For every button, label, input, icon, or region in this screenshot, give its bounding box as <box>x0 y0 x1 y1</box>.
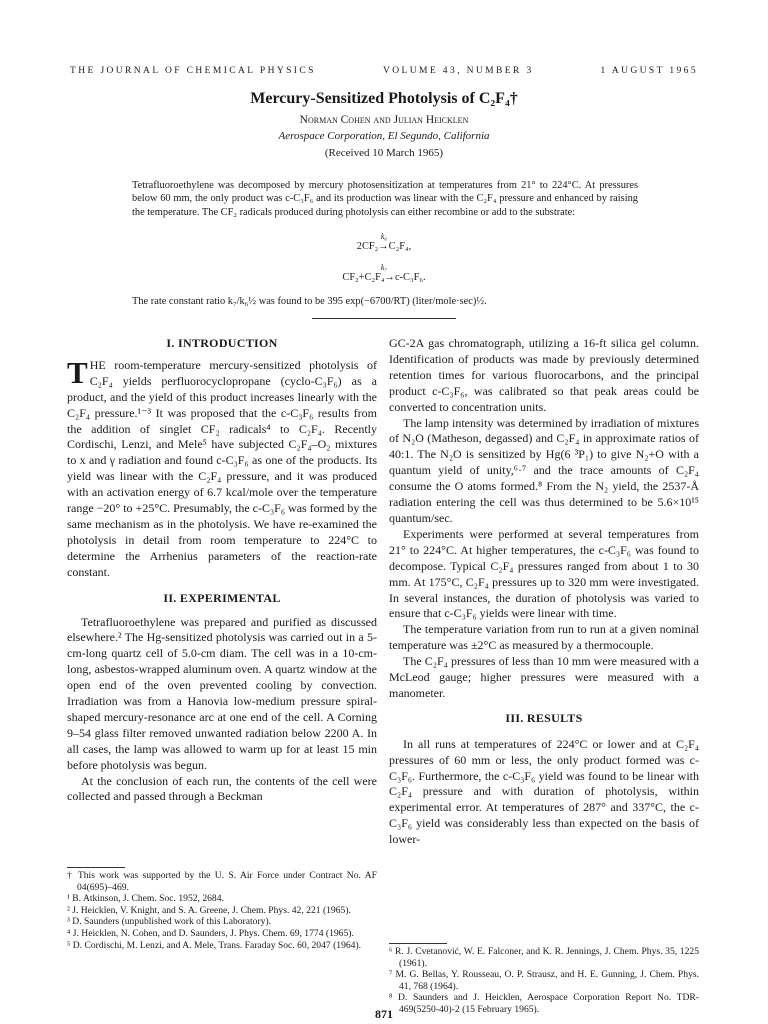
abstract-conclusion: The rate constant ratio k₇/k₆½ was found to be 395 exp(−6700/RT) (liter/mole·sec)½. <box>132 296 487 307</box>
equation-recombination: 2CF₂→C₂F₄, <box>356 241 412 252</box>
article-title: Mercury-Sensitized Photolysis of C₂F₄† <box>250 90 518 107</box>
footnote: ⁸ D. Saunders and J. Heicklen, Aerospace Corporation Report No. TDR-469(5250-40)-2 (15 February 1965). <box>389 992 699 1015</box>
experimental-paragraph-4: The lamp intensity was determined by irradiation of mixtures of N₂O (Matheson, degassed) and C₂F₄ in approximate ratios of 40:1. The N₂O is sensitized by Hg(6 ³P₁) to give N₂+O with a quantum yield of unity,⁶·⁷ and the trace amounts of C₂F₄ consume the O atoms formed.⁸ From the N₂ yield, the 2537-Å radiation entering the cell was thus determined to be 5.6×10¹⁵ quantum/sec. <box>389 415 699 525</box>
section-heading-introduction: I. INTRODUCTION <box>166 336 278 350</box>
footnote: ⁷ M. G. Bellas, Y. Rousseau, O. P. Strausz, and H. E. Gunning, J. Chem. Phys. 41, 768 (1964). <box>389 969 699 992</box>
footnotes-left <box>67 870 377 951</box>
footnote: ² J. Heicklen, V. Knight, and S. A. Greene, J. Chem. Phys. 42, 221 (1965). <box>67 904 351 916</box>
footnote-rule-right <box>389 943 447 944</box>
footnote: ¹ B. Atkinson, J. Chem. Soc. 1952, 2684. <box>67 893 224 905</box>
running-head <box>70 66 698 80</box>
volume-number: VOLUME 43, NUMBER 3 <box>383 66 534 76</box>
intro-text: HE room-temperature mercury-sensitized photolysis of C₂F₄ yields perfluorocyclopropane (cyclo-C₃F₆) as a product, and the yield of this product increases linearly with the C₂F₄ pressure.¹⁻³ It was proposed that the c-C₃F₆ results from the addition of singlet CF₂ radicals⁴ to C₂F₄. Recently Cordischi, Lenzi, and Mele⁵ have subjected C₂F₄–O₂ mixtures to x and γ radiation and found c-C₃F₆ as one of the products. Its yield was linear with the C₂F₄ pressure, and it was produced with an activation energy of 6.7 kcal/mole over the temperature range −20° to +25°C. Presumably, the c-C₃F₆ was formed by the same mechanism as in the photolysis. We have re-examined the photolysis in detail from room temperature to 224°C to determine the Arrhenius parameters of the reaction-rate constant. <box>67 357 378 579</box>
footnote: ⁴ J. Heicklen, N. Cohen, and D. Saunders, J. Phys. Chem. 69, 1774 (1965). <box>67 927 354 939</box>
experimental-paragraph-5: Experiments were performed at several temperatures from 21° to 224°C. At higher temperatures, the c-C₃F₆ was found to decompose. Typical C₂F₄ pressures ranged from about 1 to 30 mm. At 175°C, C₂F₄ pressures up to 320 mm were investigated. In several instances, the duration of photolysis was varied to ensure that c-C₃F₆ yields were linear with time. <box>389 526 699 621</box>
abstract <box>132 179 638 219</box>
authors: Norman Cohen and Julian Heicklen <box>299 114 469 126</box>
page-number: 871 <box>375 1007 393 1021</box>
footnote: † This work was supported by the U. S. Air Force under Contract No. AF 04(695)–469. <box>67 870 377 893</box>
experimental-paragraph-1: Tetrafluoroethylene was prepared and purified as discussed elsewhere.² The Hg-sensitized photolysis was carried out in a 5-cm-long quartz cell of 5.0-cm diam. The cell was in a 10-cm-long, asbestos-wrapped aluminum oven. A quartz window at the open end of the oven prevented cooling by convection. Irradiation was from a Hanovia low-medium pressure spiral-shaped mercury-resonance arc at one end of the cell. A Corning 9–54 glass filter removed unwanted radiation below 2200 A. In all cases, the lamp was allowed to warm up for at least 15 min before photolysis was begun. <box>67 614 377 772</box>
experimental-paragraph-3: GC-2A gas chromatograph, utilizing a 16-ft silica gel column. Identification of products was made by previously determined retention times for various fluorocarbons, and the principal product c-C₃F₆, was calibrated so that peak areas could be converted to concentration units. <box>389 336 699 414</box>
footnote: ⁶ R. J. Cvetanović, W. E. Falconer, and K. R. Jennings, J. Chem. Phys. 35, 1225 (1961). <box>389 946 699 969</box>
intro-paragraph <box>67 354 378 581</box>
section-heading-results: III. RESULTS <box>505 710 583 725</box>
drop-cap: T <box>67 354 88 390</box>
journal-name: THE JOURNAL OF CHEMICAL PHYSICS <box>70 66 316 76</box>
experimental-paragraph-2: At the conclusion of each run, the contents of the cell were collected and passed through a Beckman <box>67 773 377 804</box>
rate-constant-label-k7: k₇ <box>380 263 388 272</box>
section-heading-experimental: II. EXPERIMENTAL <box>163 590 281 605</box>
footnote: ³ D. Saunders (unpublished work of this Laboratory). <box>67 916 272 928</box>
experimental-paragraph-6: The temperature variation from run to run at a given nominal temperature was ±2°C as measured by a thermocouple. <box>389 622 699 653</box>
right-column <box>389 336 699 848</box>
left-column <box>67 336 377 805</box>
issue-date: 1 AUGUST 1965 <box>600 66 698 76</box>
affiliation: Aerospace Corporation, El Segundo, California <box>278 130 490 142</box>
equation-addition: CF₂+C₂F₄→c-C₃F₆. <box>342 272 426 283</box>
footnote-rule-left <box>67 867 125 868</box>
experimental-paragraph-7: The C₂F₄ pressures of less than 10 mm were measured with a McLeod gauge; higher pressures were measured with a manometer. <box>389 654 699 700</box>
section-divider <box>312 318 456 319</box>
results-paragraph-1: In all runs at temperatures of 224°C or lower and at C₂F₄ pressures of 60 mm or less, the only product formed was c-C₃F₆. Furthermore, the c-C₃F₆ yield was found to be linear with C₂F₄ pressure and with duration of photolysis, within experimental error. At temperatures of 287° and 337°C, the c-C₃F₆ yield was considerably less than expected on the basis of lower- <box>389 736 699 847</box>
footnote: ⁵ D. Cordischi, M. Lenzi, and A. Mele, Trans. Faraday Soc. 60, 2047 (1964). <box>67 939 362 951</box>
footnotes-right <box>389 946 699 1016</box>
abstract-text: Tetrafluoroethylene was decomposed by mercury photosensitization at temperatures from 21° to 224°C. At pressures below 60 mm, the only product was c-C₃F₆ and its production was linear with the C₂F₄ pressure and enhanced by raising the temperature. The CF₂ radicals produced during photolysis can either recombine or add to the substrate: <box>132 180 638 218</box>
rate-constant-label-k6: k₆ <box>380 232 388 241</box>
received-date: (Received 10 March 1965) <box>324 147 444 159</box>
